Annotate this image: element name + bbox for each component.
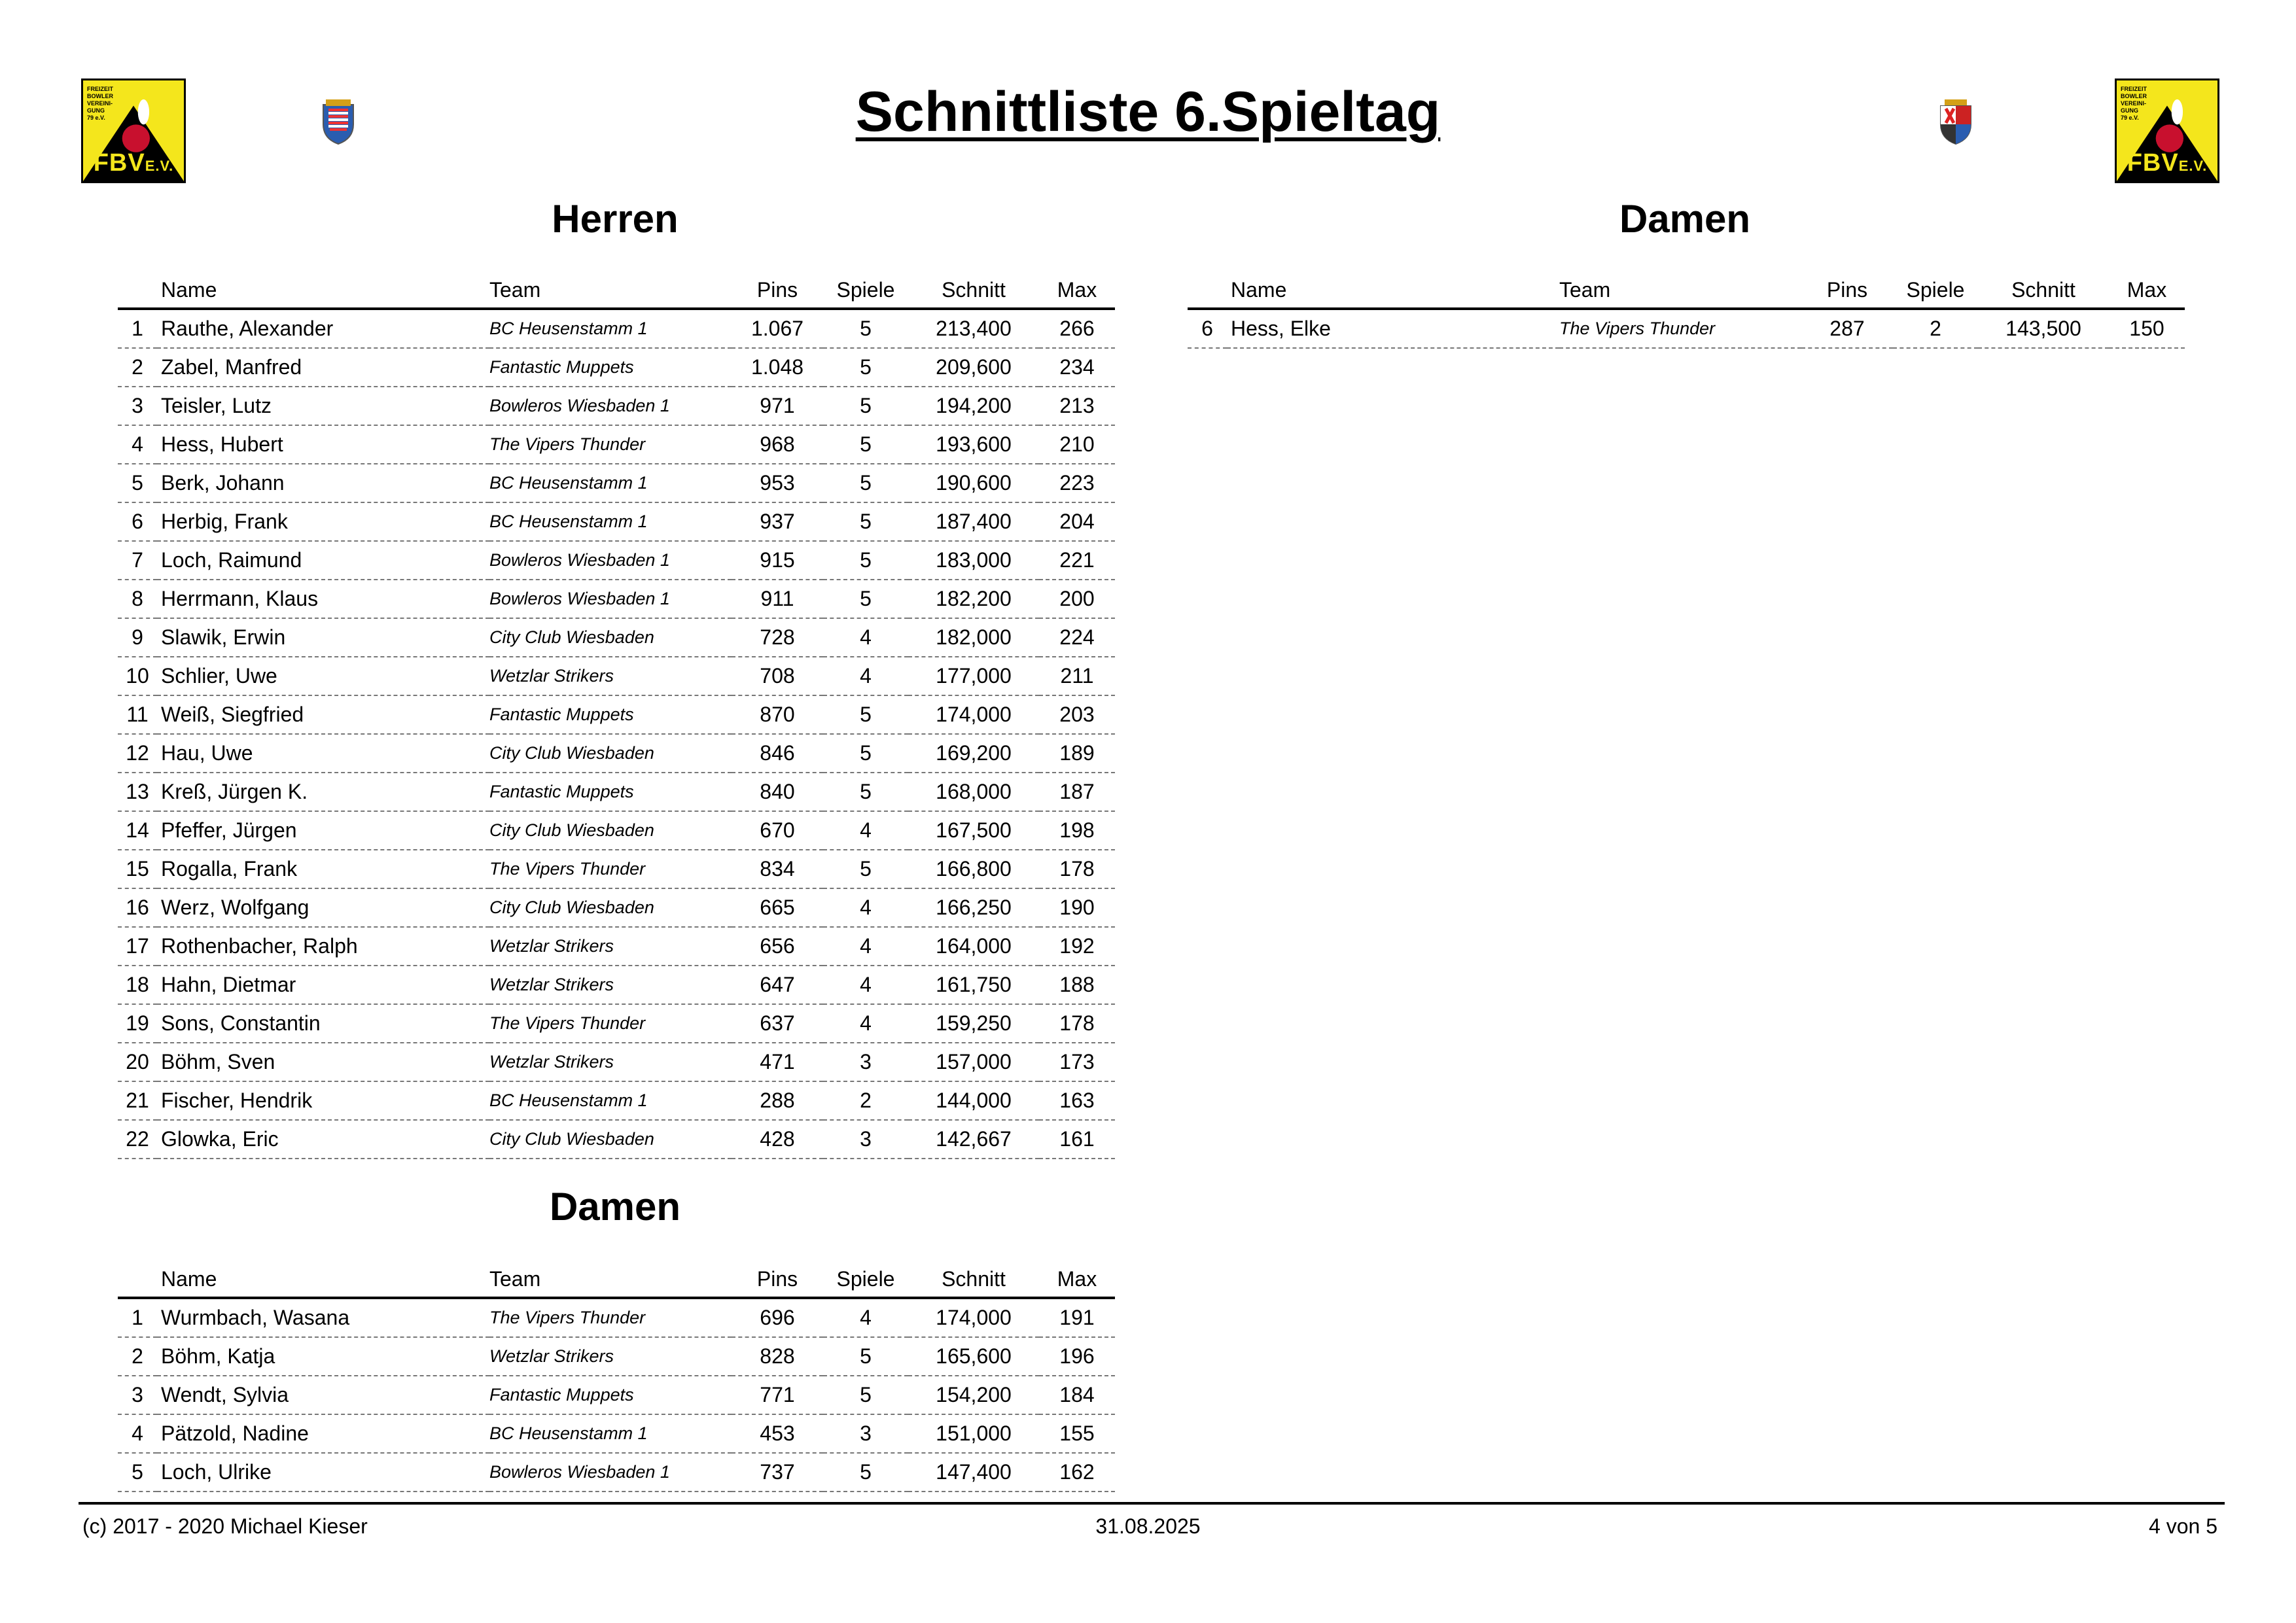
cell-rank: 20	[118, 1043, 157, 1081]
cell-rank: 18	[118, 966, 157, 1004]
table-row	[118, 850, 1115, 888]
table-row	[118, 1376, 1115, 1414]
cell-name: Rauthe, Alexander	[157, 309, 489, 348]
cell-name: Schlier, Uwe	[157, 657, 489, 695]
col-team: Team	[489, 268, 732, 309]
cell-max: 221	[1039, 541, 1115, 580]
cell-name: Herrmann, Klaus	[157, 580, 489, 618]
col-max: Max	[2109, 268, 2185, 309]
cell-name: Zabel, Manfred	[157, 348, 489, 387]
table-row	[118, 657, 1115, 695]
cell-name: Loch, Raimund	[157, 541, 489, 580]
cell-rank: 3	[118, 1376, 157, 1414]
cell-name: Glowka, Eric	[157, 1120, 489, 1159]
cell-name: Pätzold, Nadine	[157, 1414, 489, 1453]
col-max: Max	[1039, 268, 1115, 309]
cell-pins: 637	[732, 1004, 823, 1043]
cell-pins: 971	[732, 387, 823, 425]
col-name: Name	[1227, 268, 1559, 309]
table-header-row	[118, 268, 1115, 309]
table-row	[118, 580, 1115, 618]
cell-pins: 953	[732, 464, 823, 502]
cell-name: Herbig, Frank	[157, 502, 489, 541]
cell-max: 187	[1039, 773, 1115, 811]
cell-team: Bowleros Wiesbaden 1	[489, 580, 732, 618]
table-row	[118, 1337, 1115, 1376]
table-row	[118, 541, 1115, 580]
cell-schnitt: 165,600	[908, 1337, 1039, 1376]
cell-rank: 9	[118, 618, 157, 657]
cell-max: 163	[1039, 1081, 1115, 1120]
cell-spiele: 5	[823, 773, 908, 811]
cell-spiele: 4	[823, 966, 908, 1004]
cell-max: 198	[1039, 811, 1115, 850]
cell-team: BC Heusenstamm 1	[489, 309, 732, 348]
table-row	[118, 1004, 1115, 1043]
col-name: Name	[157, 1257, 489, 1298]
col-max: Max	[1039, 1257, 1115, 1298]
cell-rank: 3	[118, 387, 157, 425]
table-row	[118, 309, 1115, 348]
cell-name: Rogalla, Frank	[157, 850, 489, 888]
cell-schnitt: 209,600	[908, 348, 1039, 387]
cell-pins: 840	[732, 773, 823, 811]
footer-copyright: (c) 2017 - 2020 Michael Kieser	[82, 1514, 368, 1538]
cell-rank: 17	[118, 927, 157, 966]
cell-max: 173	[1039, 1043, 1115, 1081]
damen-right-table	[1188, 268, 2185, 349]
col-rank	[118, 1257, 157, 1298]
cell-team: Bowleros Wiesbaden 1	[489, 1453, 732, 1492]
cell-pins: 937	[732, 502, 823, 541]
cell-rank: 19	[118, 1004, 157, 1043]
cell-max: 188	[1039, 966, 1115, 1004]
cell-pins: 1.067	[732, 309, 823, 348]
col-schnitt: Schnitt	[908, 1257, 1039, 1298]
cell-name: Werz, Wolfgang	[157, 888, 489, 927]
cell-rank: 2	[118, 348, 157, 387]
cell-spiele: 3	[823, 1414, 908, 1453]
cell-spiele: 4	[823, 618, 908, 657]
col-pins: Pins	[732, 268, 823, 309]
section-title-damen-right: Damen	[1619, 197, 1751, 241]
cell-schnitt: 190,600	[908, 464, 1039, 502]
col-name: Name	[157, 268, 489, 309]
cell-spiele: 5	[823, 541, 908, 580]
cell-pins: 453	[732, 1414, 823, 1453]
cell-max: 204	[1039, 502, 1115, 541]
cell-spiele: 5	[823, 580, 908, 618]
cell-name: Hess, Hubert	[157, 425, 489, 464]
table-row	[118, 348, 1115, 387]
table-row	[118, 695, 1115, 734]
cell-rank: 5	[118, 1453, 157, 1492]
cell-schnitt: 168,000	[908, 773, 1039, 811]
cell-name: Hess, Elke	[1227, 309, 1559, 348]
cell-max: 178	[1039, 1004, 1115, 1043]
cell-schnitt: 166,250	[908, 888, 1039, 927]
cell-max: 162	[1039, 1453, 1115, 1492]
cell-rank: 1	[118, 1298, 157, 1337]
cell-rank: 8	[118, 580, 157, 618]
cell-spiele: 5	[823, 464, 908, 502]
cell-name: Rothenbacher, Ralph	[157, 927, 489, 966]
cell-rank: 13	[118, 773, 157, 811]
cell-rank: 1	[118, 309, 157, 348]
cell-max: 211	[1039, 657, 1115, 695]
cell-max: 234	[1039, 348, 1115, 387]
cell-team: Wetzlar Strikers	[489, 1337, 732, 1376]
cell-name: Berk, Johann	[157, 464, 489, 502]
cell-pins: 670	[732, 811, 823, 850]
cell-rank: 7	[118, 541, 157, 580]
cell-spiele: 5	[823, 387, 908, 425]
cell-schnitt: 144,000	[908, 1081, 1039, 1120]
cell-spiele: 4	[823, 888, 908, 927]
cell-name: Fischer, Hendrik	[157, 1081, 489, 1120]
cell-schnitt: 147,400	[908, 1453, 1039, 1492]
table-row	[118, 1298, 1115, 1337]
col-pins: Pins	[732, 1257, 823, 1298]
footer-date: 31.08.2025	[1095, 1514, 1201, 1538]
cell-spiele: 5	[823, 348, 908, 387]
cell-max: 223	[1039, 464, 1115, 502]
cell-rank: 2	[118, 1337, 157, 1376]
cell-team: BC Heusenstamm 1	[489, 502, 732, 541]
cell-rank: 4	[118, 1414, 157, 1453]
cell-schnitt: 167,500	[908, 811, 1039, 850]
cell-schnitt: 159,250	[908, 1004, 1039, 1043]
cell-rank: 14	[118, 811, 157, 850]
col-spiele: Spiele	[1893, 268, 1978, 309]
cell-pins: 968	[732, 425, 823, 464]
cell-schnitt: 157,000	[908, 1043, 1039, 1081]
section-title-damen-left: Damen	[549, 1185, 681, 1229]
table-row	[118, 773, 1115, 811]
cell-team: Wetzlar Strikers	[489, 657, 732, 695]
cell-schnitt: 151,000	[908, 1414, 1039, 1453]
cell-team: City Club Wiesbaden	[489, 888, 732, 927]
cell-max: 210	[1039, 425, 1115, 464]
col-spiele: Spiele	[823, 268, 908, 309]
cell-max: 191	[1039, 1298, 1115, 1337]
cell-team: The Vipers Thunder	[489, 1298, 732, 1337]
cell-rank: 10	[118, 657, 157, 695]
table-row	[118, 1043, 1115, 1081]
cell-max: 184	[1039, 1376, 1115, 1414]
cell-schnitt: 182,200	[908, 580, 1039, 618]
cell-spiele: 5	[823, 734, 908, 773]
cell-max: 196	[1039, 1337, 1115, 1376]
cell-team: Bowleros Wiesbaden 1	[489, 541, 732, 580]
table-row	[118, 734, 1115, 773]
cell-pins: 911	[732, 580, 823, 618]
table-row	[118, 1081, 1115, 1120]
cell-pins: 696	[732, 1298, 823, 1337]
cell-pins: 288	[732, 1081, 823, 1120]
cell-name: Wurmbach, Wasana	[157, 1298, 489, 1337]
cell-schnitt: 213,400	[908, 309, 1039, 348]
cell-spiele: 3	[823, 1120, 908, 1159]
table-row	[118, 888, 1115, 927]
footer-divider	[79, 1502, 2225, 1505]
table-row	[118, 927, 1115, 966]
cell-rank: 21	[118, 1081, 157, 1120]
cell-spiele: 2	[823, 1081, 908, 1120]
table-row	[118, 1120, 1115, 1159]
cell-pins: 870	[732, 695, 823, 734]
footer-page-number: 4 von 5	[2149, 1514, 2217, 1538]
page-title: Schnittliste 6.Spieltag	[855, 80, 1441, 143]
cell-rank: 15	[118, 850, 157, 888]
cell-team: City Club Wiesbaden	[489, 618, 732, 657]
cell-pins: 647	[732, 966, 823, 1004]
table-row	[118, 966, 1115, 1004]
cell-spiele: 5	[823, 425, 908, 464]
cell-spiele: 5	[823, 850, 908, 888]
table-row	[118, 425, 1115, 464]
cell-schnitt: 164,000	[908, 927, 1039, 966]
cell-team: BC Heusenstamm 1	[489, 1414, 732, 1453]
cell-team: Wetzlar Strikers	[489, 927, 732, 966]
cell-team: Fantastic Muppets	[489, 1376, 732, 1414]
cell-schnitt: 183,000	[908, 541, 1039, 580]
col-rank	[1188, 268, 1227, 309]
cell-team: Fantastic Muppets	[489, 348, 732, 387]
cell-team: Bowleros Wiesbaden 1	[489, 387, 732, 425]
cell-team: Wetzlar Strikers	[489, 1043, 732, 1081]
cell-pins: 428	[732, 1120, 823, 1159]
table-row	[118, 1414, 1115, 1453]
cell-schnitt: 193,600	[908, 425, 1039, 464]
cell-pins: 728	[732, 618, 823, 657]
cell-pins: 656	[732, 927, 823, 966]
cell-name: Kreß, Jürgen K.	[157, 773, 489, 811]
table-row	[118, 1453, 1115, 1492]
cell-schnitt: 143,500	[1978, 309, 2109, 348]
cell-schnitt: 177,000	[908, 657, 1039, 695]
cell-max: 200	[1039, 580, 1115, 618]
col-schnitt: Schnitt	[908, 268, 1039, 309]
cell-rank: 6	[1188, 309, 1227, 348]
cell-team: City Club Wiesbaden	[489, 1120, 732, 1159]
cell-pins: 771	[732, 1376, 823, 1414]
cell-spiele: 5	[823, 695, 908, 734]
cell-max: 178	[1039, 850, 1115, 888]
cell-team: Fantastic Muppets	[489, 773, 732, 811]
table-row	[118, 464, 1115, 502]
cell-pins: 915	[732, 541, 823, 580]
cell-name: Loch, Ulrike	[157, 1453, 489, 1492]
cell-pins: 471	[732, 1043, 823, 1081]
cell-team: BC Heusenstamm 1	[489, 464, 732, 502]
cell-max: 192	[1039, 927, 1115, 966]
cell-name: Hau, Uwe	[157, 734, 489, 773]
cell-team: Fantastic Muppets	[489, 695, 732, 734]
cell-max: 189	[1039, 734, 1115, 773]
cell-rank: 4	[118, 425, 157, 464]
cell-pins: 834	[732, 850, 823, 888]
table-row	[118, 811, 1115, 850]
cell-spiele: 4	[823, 811, 908, 850]
col-team: Team	[489, 1257, 732, 1298]
cell-pins: 737	[732, 1453, 823, 1492]
cell-spiele: 4	[823, 1298, 908, 1337]
cell-name: Hahn, Dietmar	[157, 966, 489, 1004]
cell-spiele: 5	[823, 1337, 908, 1376]
cell-spiele: 4	[823, 1004, 908, 1043]
cell-team: The Vipers Thunder	[489, 850, 732, 888]
cell-team: City Club Wiesbaden	[489, 734, 732, 773]
table-row	[1188, 309, 2185, 348]
logo-mini-text: FREIZEIT BOWLER VEREINI- GUNG 79 e.V.	[2121, 86, 2147, 121]
cell-pins: 665	[732, 888, 823, 927]
cell-schnitt: 166,800	[908, 850, 1039, 888]
cell-schnitt: 182,000	[908, 618, 1039, 657]
cell-schnitt: 154,200	[908, 1376, 1039, 1414]
cell-rank: 11	[118, 695, 157, 734]
cell-name: Pfeffer, Jürgen	[157, 811, 489, 850]
cell-max: 150	[2109, 309, 2185, 348]
cell-spiele: 5	[823, 309, 908, 348]
cell-team: BC Heusenstamm 1	[489, 1081, 732, 1120]
cell-max: 155	[1039, 1414, 1115, 1453]
damen-left-table	[118, 1257, 1115, 1492]
cell-name: Böhm, Sven	[157, 1043, 489, 1081]
col-pins: Pins	[1801, 268, 1893, 309]
cell-schnitt: 174,000	[908, 695, 1039, 734]
rlp-crest-icon	[1937, 98, 1975, 145]
cell-rank: 16	[118, 888, 157, 927]
cell-name: Sons, Constantin	[157, 1004, 489, 1043]
section-title-herren: Herren	[552, 197, 679, 241]
cell-pins: 828	[732, 1337, 823, 1376]
cell-schnitt: 169,200	[908, 734, 1039, 773]
cell-spiele: 4	[823, 927, 908, 966]
cell-schnitt: 194,200	[908, 387, 1039, 425]
cell-schnitt: 187,400	[908, 502, 1039, 541]
table-header-row	[1188, 268, 2185, 309]
cell-pins: 287	[1801, 309, 1893, 348]
cell-spiele: 5	[823, 1376, 908, 1414]
logo-brand: FBVE.V.	[2127, 149, 2208, 177]
cell-team: The Vipers Thunder	[1559, 309, 1801, 348]
cell-spiele: 5	[823, 502, 908, 541]
cell-max: 266	[1039, 309, 1115, 348]
cell-max: 203	[1039, 695, 1115, 734]
cell-max: 213	[1039, 387, 1115, 425]
cell-spiele: 4	[823, 657, 908, 695]
col-rank	[118, 268, 157, 309]
cell-rank: 5	[118, 464, 157, 502]
cell-name: Teisler, Lutz	[157, 387, 489, 425]
cell-rank: 12	[118, 734, 157, 773]
cell-max: 190	[1039, 888, 1115, 927]
col-team: Team	[1559, 268, 1801, 309]
cell-schnitt: 174,000	[908, 1298, 1039, 1337]
logo-mini-text: FREIZEIT BOWLER VEREINI- GUNG 79 e.V.	[87, 86, 113, 121]
fbv-logo-right	[2115, 79, 2219, 183]
cell-pins: 1.048	[732, 348, 823, 387]
cell-spiele: 2	[1893, 309, 1978, 348]
cell-pins: 846	[732, 734, 823, 773]
cell-rank: 6	[118, 502, 157, 541]
cell-spiele: 5	[823, 1453, 908, 1492]
cell-schnitt: 161,750	[908, 966, 1039, 1004]
herren-table	[118, 268, 1115, 1159]
cell-team: The Vipers Thunder	[489, 1004, 732, 1043]
cell-team: Wetzlar Strikers	[489, 966, 732, 1004]
cell-name: Böhm, Katja	[157, 1337, 489, 1376]
table-row	[118, 618, 1115, 657]
cell-rank: 22	[118, 1120, 157, 1159]
cell-team: The Vipers Thunder	[489, 425, 732, 464]
table-row	[118, 387, 1115, 425]
logo-brand: FBVE.V.	[93, 149, 174, 177]
cell-spiele: 3	[823, 1043, 908, 1081]
cell-pins: 708	[732, 657, 823, 695]
table-header-row	[118, 1257, 1115, 1298]
cell-name: Weiß, Siegfried	[157, 695, 489, 734]
cell-name: Slawik, Erwin	[157, 618, 489, 657]
col-spiele: Spiele	[823, 1257, 908, 1298]
cell-name: Wendt, Sylvia	[157, 1376, 489, 1414]
cell-max: 161	[1039, 1120, 1115, 1159]
cell-schnitt: 142,667	[908, 1120, 1039, 1159]
col-schnitt: Schnitt	[1978, 268, 2109, 309]
cell-max: 224	[1039, 618, 1115, 657]
table-row	[118, 502, 1115, 541]
cell-team: City Club Wiesbaden	[489, 811, 732, 850]
